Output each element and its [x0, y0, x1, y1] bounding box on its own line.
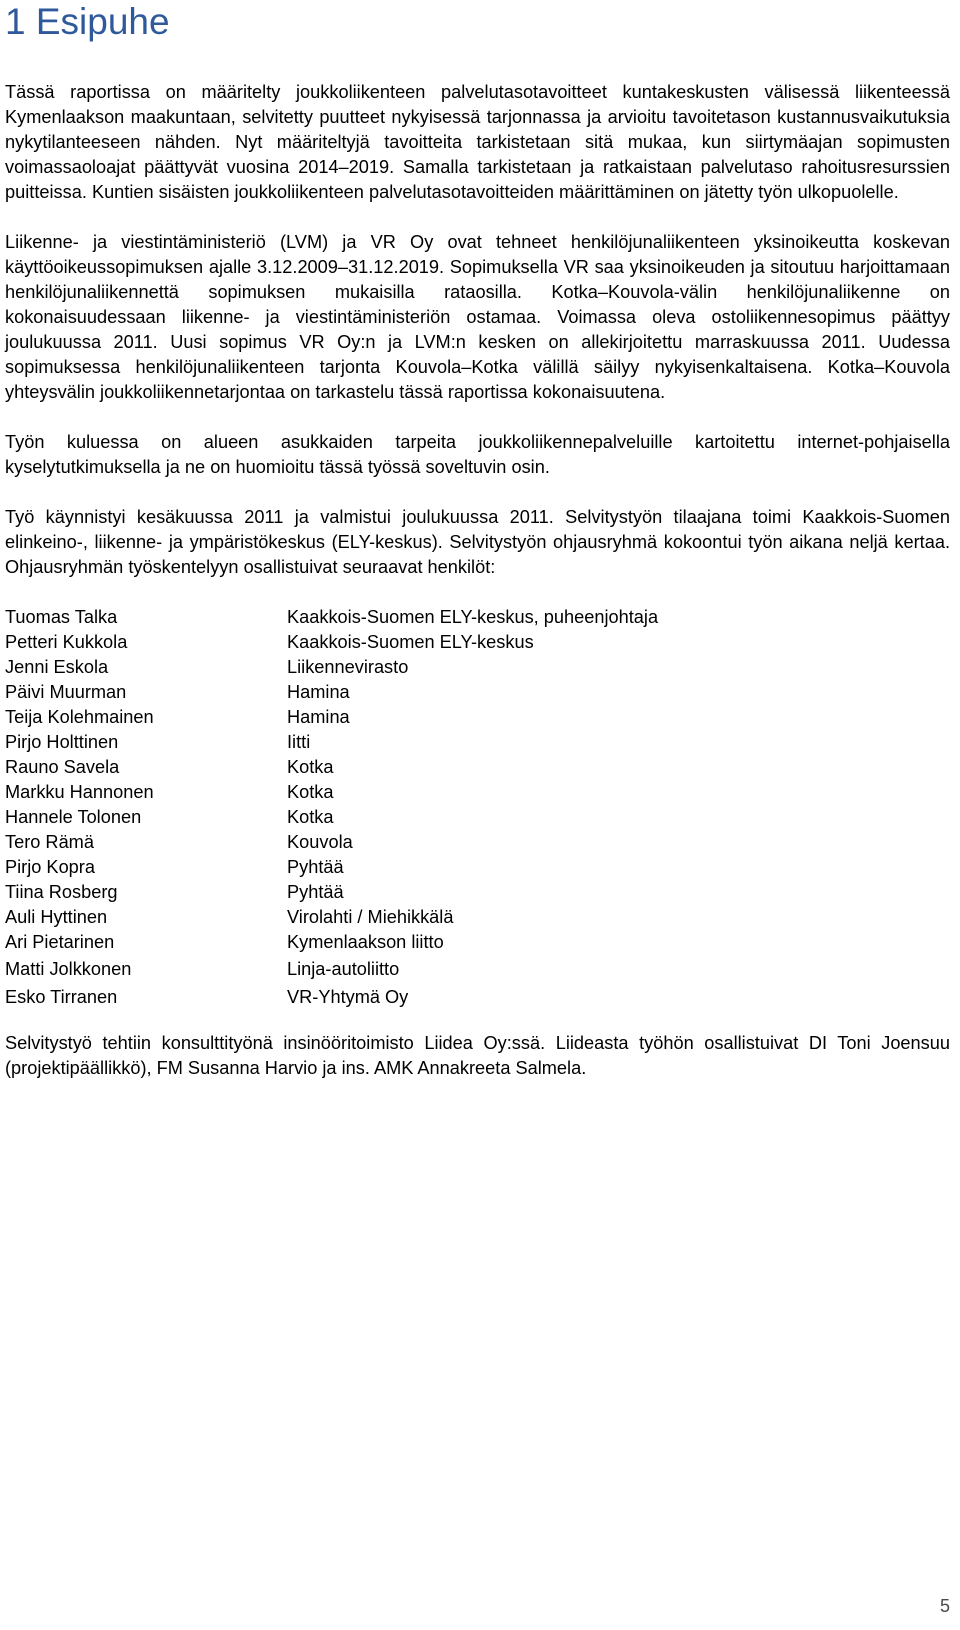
- list-item: [5, 605, 950, 630]
- list-item: [5, 780, 950, 805]
- section-heading: 1 Esipuhe: [5, 1, 170, 42]
- paragraph-survey: Työn kuluessa on alueen asukkaiden tarpeita joukkoliikennepalveluille kartoitettu internet-pohjaisella kyselytutkimuksella ja ne on huomioitu tässä työssä soveltuvin osin.: [5, 432, 950, 477]
- list-item: [5, 805, 950, 830]
- member-organization: Kaakkois-Suomen ELY-keskus, puheenjohtaja: [287, 607, 659, 627]
- member-organization: Liikennevirasto: [287, 657, 409, 677]
- member-name: Esko Tirranen: [5, 987, 118, 1007]
- list-item: [5, 655, 950, 680]
- paragraph-steering-group: Työ käynnistyi kesäkuussa 2011 ja valmistui joulukuussa 2011. Selvitystyön tilaajana toimi Kaakkois-Suomen elinkeino-, liikenne- ja ympäristökeskus (ELY-keskus). Selvitystyön ohjausryhmä kokoontui työn aikana neljä kertaa. Ohjausryhmän työskentelyyn osallistuivat seuraavat henkilöt:: [5, 507, 950, 577]
- paragraph-rail-agreement: Liikenne- ja viestintäministeriö (LVM) ja VR Oy ovat tehneet henkilöjunaliikenteen yksinoikeutta koskevan käyttöoikeussopimuksen ajalle 3.12.2009–31.12.2019. Sopimuksella VR saa yksinoikeuden ja sitoutuu harjoittamaan henkilöjunaliikennettä sopimuksen mukaisilla rataosilla. Kotka–Kouvola-välin henkilöjunaliikenne on kokonaisuudessaan liikenne- ja viestintäministeriön ostamaa. Voimassa oleva ostoliikennesopimus päättyy joulukuussa 2011. Uusi sopimus VR Oy:n ja LVM:n kesken on allekirjoitettu marraskuussa 2011. Uudessa sopimuksessa henkilöjunaliikenteen tarjonta Kouvola–Kotka välillä säilyy nykyisenkaltaisena. Kotka–Kouvola yhteysvälin joukkoliikennetarjontaa on tarkastelu tässä raportissa kokonaisuutena.: [5, 232, 950, 402]
- list-item: [5, 855, 950, 880]
- member-organization: Hamina: [287, 707, 350, 727]
- member-name: Tiina Rosberg: [5, 882, 118, 902]
- member-organization: Kouvola: [287, 832, 353, 852]
- member-organization: Kotka: [287, 807, 334, 827]
- member-organization: Kotka: [287, 782, 334, 802]
- member-organization: Iitti: [287, 732, 311, 752]
- page-number: 5: [939, 1596, 950, 1616]
- list-item: [5, 955, 950, 983]
- member-name: Jenni Eskola: [5, 657, 109, 677]
- member-organization: Linja-autoliitto: [287, 959, 400, 979]
- list-item: [5, 983, 950, 1011]
- member-organization: Kymenlaakson liitto: [287, 932, 444, 952]
- member-name: Matti Jolkkonen: [5, 959, 132, 979]
- list-item: [5, 880, 950, 905]
- list-item: [5, 755, 950, 780]
- member-name: Petteri Kukkola: [5, 632, 128, 652]
- member-name: Teija Kolehmainen: [5, 707, 154, 727]
- member-name: Tero Rämä: [5, 832, 94, 852]
- member-organization: Kotka: [287, 757, 334, 777]
- list-item: [5, 630, 950, 655]
- list-item: [5, 730, 950, 755]
- list-item: [5, 830, 950, 855]
- paragraph-intro: Tässä raportissa on määritelty joukkoliikenteen palvelutasotavoitteet kuntakeskusten välisessä liikenteessä Kymenlaakson maakuntaan, selvitetty puutteet nykyisessä tarjonnassa ja arvioitu tavoitetason kustannusvaikutuksia nykytilanteeseen nähden. Nyt määriteltyjä tavoitteita tarkistetaan sitä mukaa, kun siirtymäajan sopimusten voimassaoloajat päättyvät vuosina 2014–2019. Samalla tarkistetaan ja ratkaistaan palvelutaso rahoitusresurssien puitteissa. Kuntien sisäisten joukkoliikenteen palvelutasotavoitteiden määrittäminen on jätetty työn ulkopuolelle.: [5, 82, 950, 202]
- member-organization: Virolahti / Miehikkälä: [287, 907, 454, 927]
- steering-group-list: [5, 605, 950, 1011]
- paragraph-consultant: Selvitystyö tehtiin konsulttityönä insinööritoimisto Liidea Oy:ssä. Liideasta työhön osallistuivat DI Toni Joensuu (projektipäällikkö), FM Susanna Harvio ja ins. AMK Annakreeta Salmela.: [5, 1033, 950, 1078]
- list-item: [5, 705, 950, 730]
- member-name: Markku Hannonen: [5, 782, 154, 802]
- member-name: Pirjo Holttinen: [5, 732, 119, 752]
- member-organization: Pyhtää: [287, 882, 344, 902]
- member-name: Pirjo Kopra: [5, 857, 95, 877]
- member-name: Tuomas Talka: [5, 607, 118, 627]
- member-name: Rauno Savela: [5, 757, 120, 777]
- member-organization: Kaakkois-Suomen ELY-keskus: [287, 632, 534, 652]
- member-name: Hannele Tolonen: [5, 807, 142, 827]
- list-item: [5, 680, 950, 705]
- member-name: Päivi Muurman: [5, 682, 127, 702]
- member-organization: Pyhtää: [287, 857, 344, 877]
- member-name: Auli Hyttinen: [5, 907, 108, 927]
- body-text: [5, 80, 950, 1106]
- list-item: [5, 930, 950, 955]
- member-name: Ari Pietarinen: [5, 932, 115, 952]
- member-organization: Hamina: [287, 682, 350, 702]
- list-item: [5, 905, 950, 930]
- member-organization: VR-Yhtymä Oy: [287, 987, 409, 1007]
